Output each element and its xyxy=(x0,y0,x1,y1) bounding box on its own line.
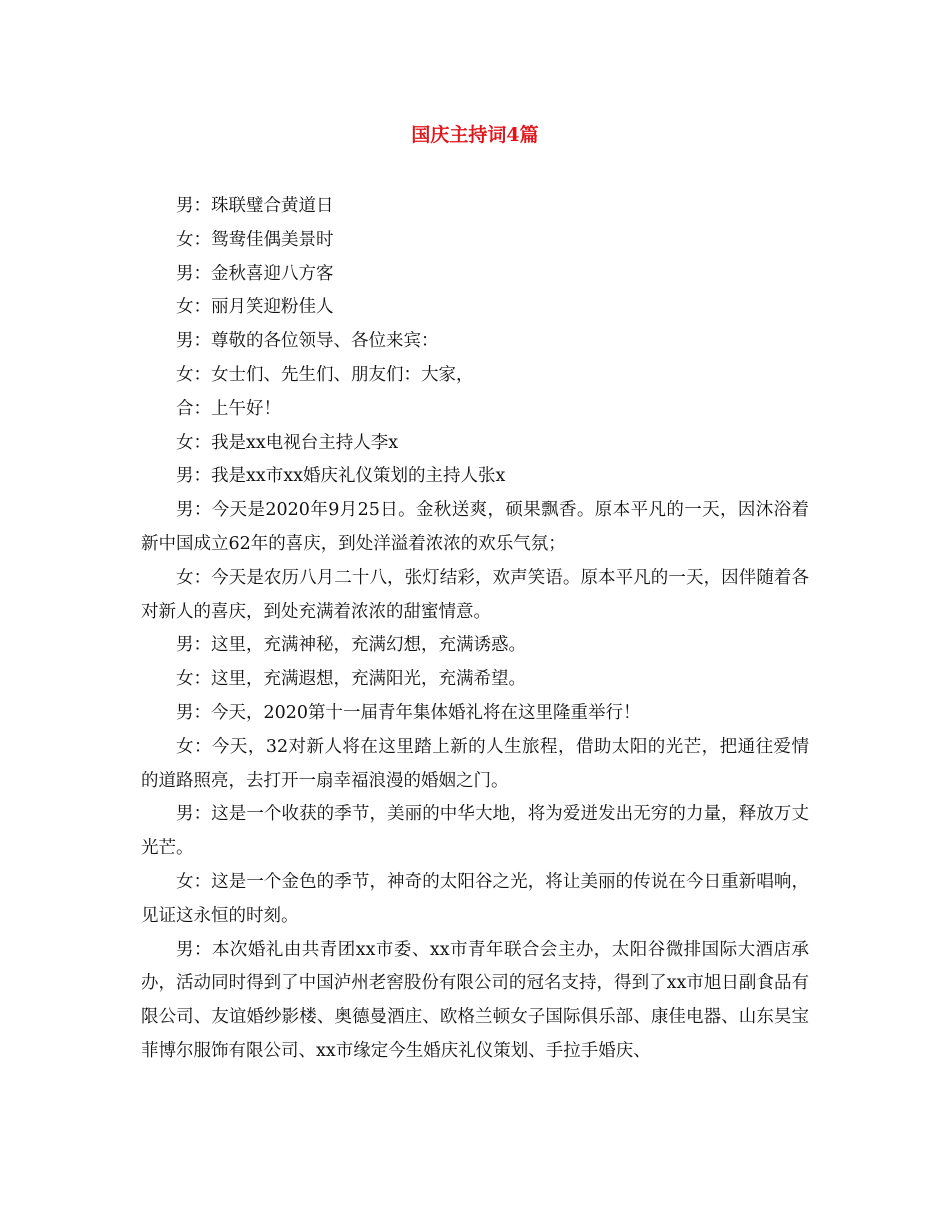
body-paragraph: 女：今天，32对新人将在这里踏上新的人生旅程，借助太阳的光芒，把通往爱情的道路照亮，去打开一扇幸福浪漫的婚姻之门。 xyxy=(141,736,809,791)
body-paragraph: 女：女士们、先生们、朋友们：大家， xyxy=(176,364,474,385)
body-paragraph: 男：这里，充满神秘，充满幻想，充满诱惑。 xyxy=(176,635,526,656)
body-paragraph: 合：上午好！ xyxy=(176,398,281,419)
body-paragraph: 女：今天是农历八月二十八，张灯结彩，欢声笑语。原本平凡的一天，因伴随着各对新人的喜庆，到处充满着浓浓的甜蜜情意。 xyxy=(141,567,809,622)
body-paragraph: 男：金秋喜迎八方客 xyxy=(176,263,334,284)
body-paragraph: 女：这里，充满遐想，充满阳光，充满希望。 xyxy=(176,669,526,690)
document-title: 国庆主持词4篇 xyxy=(411,124,539,146)
body-paragraph: 男：我是xx市xx婚庆礼仪策划的主持人张x xyxy=(176,466,506,487)
body-paragraph: 男：尊敬的各位领导、各位来宾： xyxy=(176,331,439,352)
body-paragraph: 男：珠联璧合黄道日 xyxy=(176,196,334,216)
document-body xyxy=(141,190,809,1069)
body-paragraph: 女：丽月笑迎粉佳人 xyxy=(176,297,334,318)
body-paragraph: 男：今天，2020第十一届青年集体婚礼将在这里隆重举行！ xyxy=(176,702,641,723)
body-paragraph: 男：本次婚礼由共青团xx市委、xx市青年联合会主办，太阳谷微排国际大酒店承办，活动同时得到了中国泸州老窖股份有限公司的冠名支持，得到了xx市旭日副食品有限公司、友谊婚纱影楼、奥德曼酒庄、欧格兰顿女子国际俱乐部、康佳电器、山东昊宝菲博尔服饰有限公司、xx市缘定今生婚庆礼仪策划、手拉手婚庆、 xyxy=(141,939,809,1061)
body-paragraph: 男：这是一个收获的季节，美丽的中华大地，将为爱迸发出无穷的力量，释放万丈光芒。 xyxy=(141,804,809,859)
body-paragraph: 女：我是xx电视台主持人李x xyxy=(176,432,399,453)
body-paragraph: 男：今天是2020年9月25日。金秋送爽，硕果飘香。原本平凡的一天，因沐浴着新中国成立62年的喜庆，到处洋溢着浓浓的欢乐气氛； xyxy=(141,500,809,554)
body-paragraph: 女：鸳鸯佳偶美景时 xyxy=(176,229,334,250)
body-paragraph: 女：这是一个金色的季节，神奇的太阳谷之光，将让美丽的传说在今日重新唱响，见证这永恒的时刻。 xyxy=(141,871,809,926)
